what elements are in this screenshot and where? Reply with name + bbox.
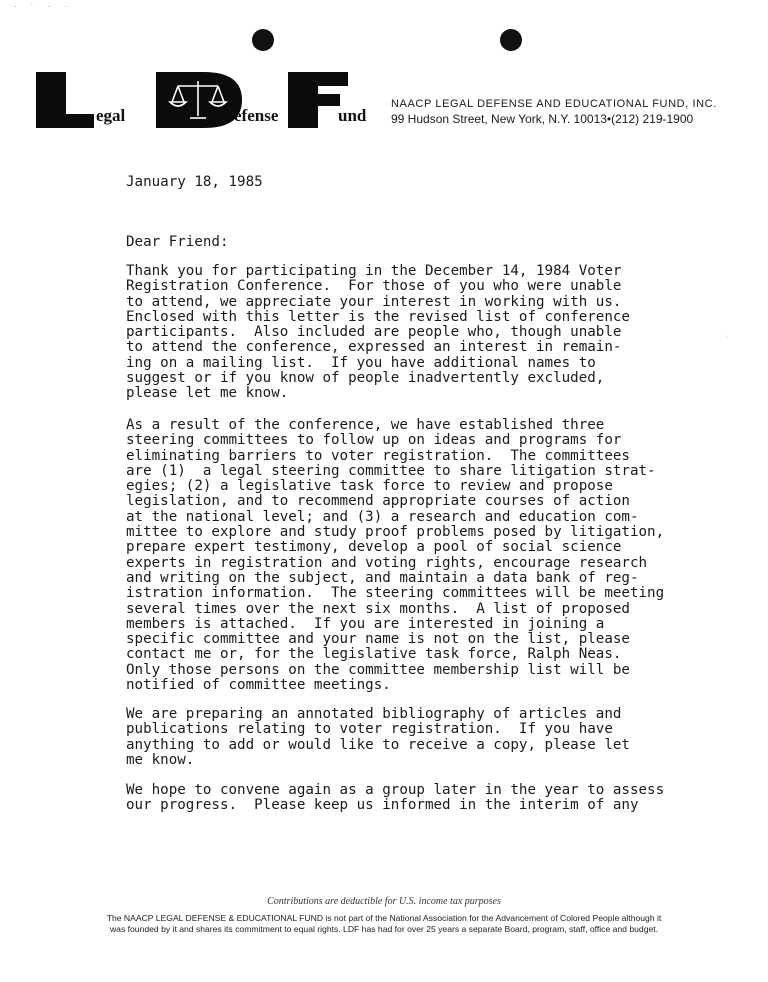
letter-paragraph: We are preparing an annotated bibliography of articles and publications relating to voter registration. If you have anything to add or would like to receive a copy, please let me know. — [126, 706, 630, 768]
logo-letter-d — [156, 72, 242, 128]
logo-word-efense: efense — [234, 106, 279, 125]
organization-header — [391, 98, 717, 126]
binder-hole-left — [252, 29, 274, 51]
binder-hole-right — [500, 29, 522, 51]
letter-date: January 18, 1985 — [126, 174, 263, 190]
disclaimer-line: was founded by it and shares its commitment to equal rights. LDF has had for over 25 years a separate Board, program, staff, office and budget. — [109, 924, 659, 934]
ldf-logo — [36, 72, 376, 128]
logo-letter-l — [36, 72, 96, 128]
scan-mark: · — [726, 333, 729, 340]
logo-word-und: und — [338, 106, 367, 125]
letter-paragraph: Thank you for participating in the December 14, 1984 Voter Registration Conference. For those of you who were unable to attend, we appreciate your interest in working with us. Enclosed with this letter is the revised list of conference participants. Also included are people who, though unable to attend the conference, expressed an interest in remain- ing on a mailing list. If you have additional names to suggest or if you know of people inadvertently excluded, please let me know. — [126, 263, 630, 402]
letter-paragraph: As a result of the conference, we have established three steering committees to follow up on ideas and programs for eliminating barriers to voter registration. The committees are (1) a legal steering committee to share litigation strat- egies; (2) a legislative task force to review and propose legislation, and to recommend appropriate courses of action at the national level; and (3) a research and education com- mittee to explore and study proof problems posed by litigation, prepare expert testimony, develop a pool of social science experts in registration and voting rights, encourage research and writing on the subject, and maintain a data bank of reg- istration information. The steering committees will be meeting several times over the next six months. A list of proposed members is attached. If you are interested in joining a specific committee and your name is not on the list, please contact me or, for the legislative task force, Ralph Neas. Only those persons on the committee membership list will be notified of committee meetings. — [126, 417, 665, 694]
organization-name: NAACP LEGAL DEFENSE AND EDUCATIONAL FUND, INC. — [391, 98, 717, 110]
logo-word-egal: egal — [96, 106, 126, 125]
letter-paragraph: We hope to convene again as a group later in the year to assess our progress. Please keep us informed in the interim of any — [126, 782, 665, 814]
footer-disclaimer — [0, 913, 768, 935]
tax-deductible-note: Contributions are deductible for U.S. income tax purposes — [267, 896, 501, 907]
organization-address: 99 Hudson Street, New York, N.Y. 10013•(212) 219-1900 — [391, 112, 694, 126]
disclaimer-line: The NAACP LEGAL DEFENSE & EDUCATIONAL FUND is not part of the National Association for the Advancement of Colored People although it — [106, 913, 662, 923]
scan-specks: · ˙ · · — [14, 2, 74, 11]
salutation: Dear Friend: — [126, 234, 229, 250]
